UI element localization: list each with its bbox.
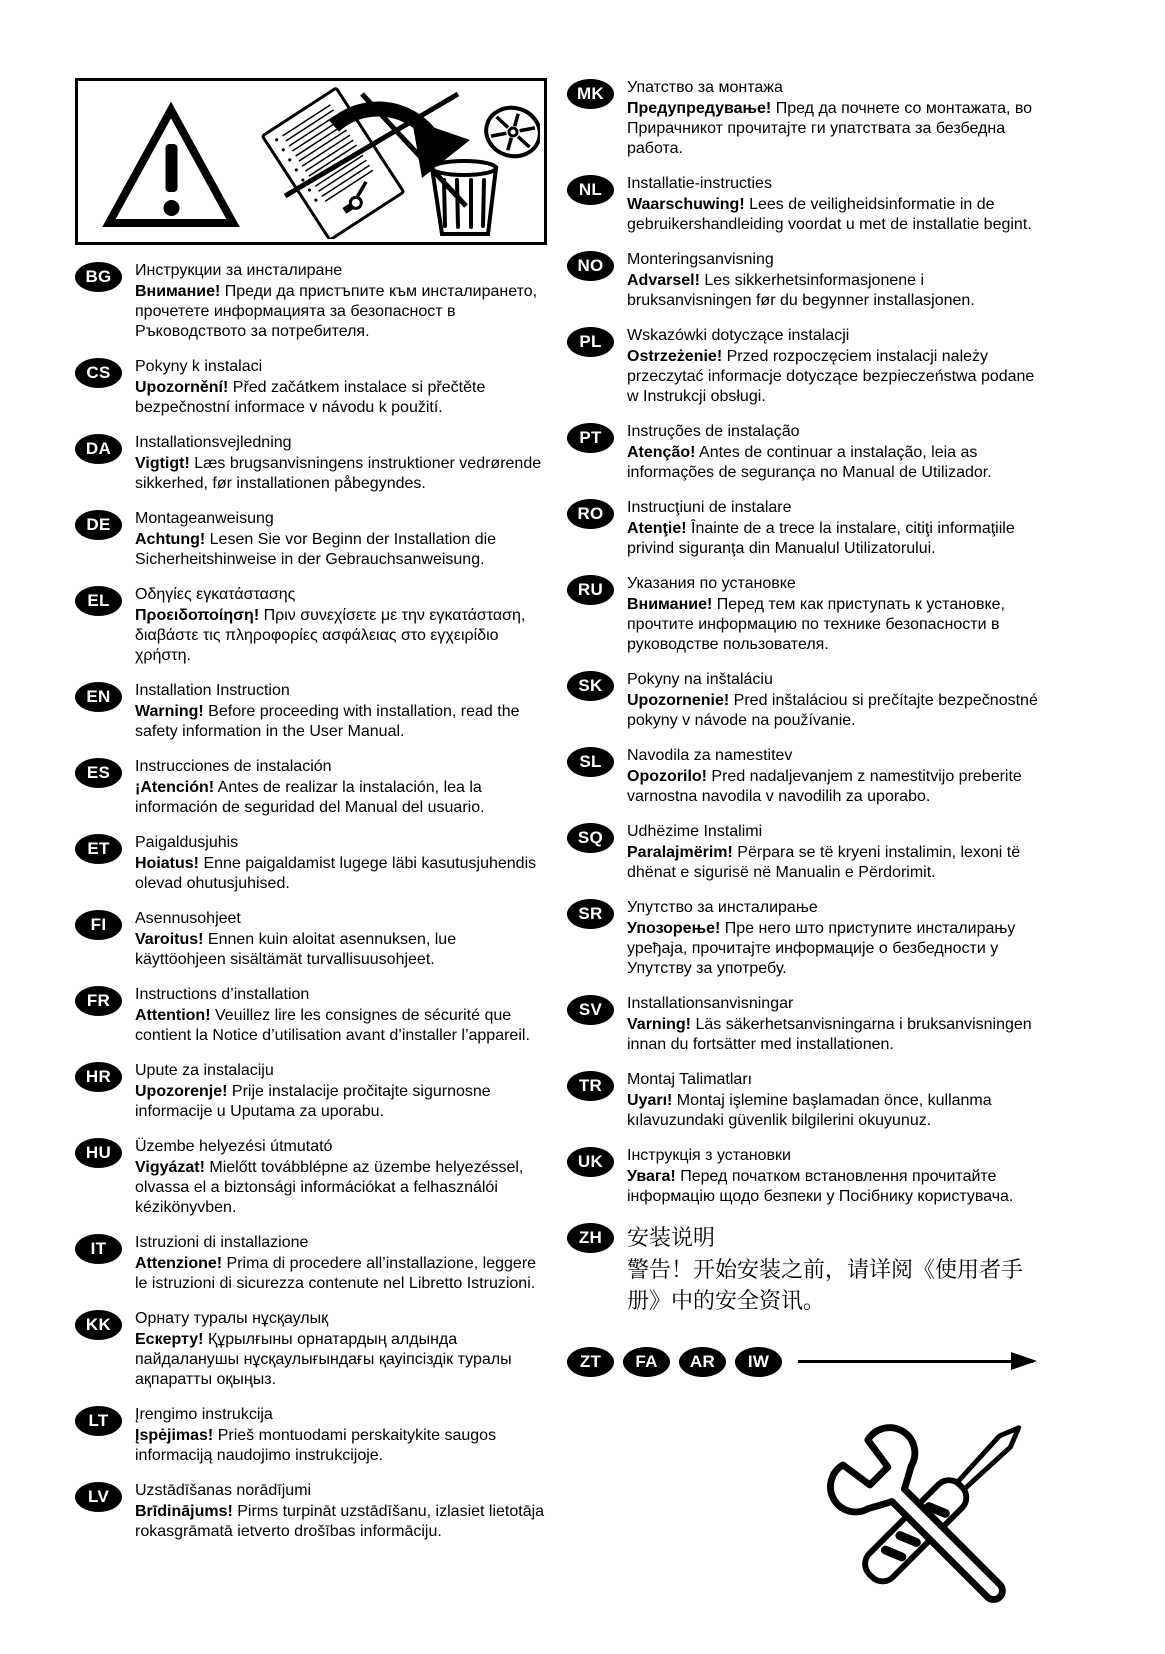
entry-text: [135, 1309, 547, 1390]
language-entry-tr: [567, 1070, 1039, 1131]
entry-warning-word: Увага!: [627, 1168, 676, 1185]
language-entry-kk: [75, 1309, 547, 1390]
entry-warning-text: Attenzione! Prima di procedere all’installazione, leggere le istruzioni di sicurezza contenute nel Libretto Istruzioni.: [135, 1255, 537, 1292]
entry-title: Pokyny na inštaláciu: [627, 671, 773, 688]
language-badge-fi: FI: [75, 910, 122, 940]
language-entry-sk: [567, 670, 1039, 731]
entry-warning-word: Upozorenje!: [135, 1083, 228, 1100]
language-badge-pl: PL: [567, 327, 614, 357]
entry-warning-word: Advarsel!: [627, 272, 700, 289]
entry-title: Uzstādīšanas norādījumi: [135, 1482, 312, 1499]
entry-title: Instrucţiuni de instalare: [627, 499, 792, 516]
language-badge-sq: SQ: [567, 823, 614, 853]
language-badge-no: NO: [567, 251, 614, 281]
entry-warning-text: Упозорење! Пре него што приступите инсталирању уређаја, прочитајте информације о безбедности у Упутству за употребу.: [627, 920, 1016, 977]
language-entry-lt: [75, 1405, 547, 1466]
language-badge-fr: FR: [75, 986, 122, 1016]
language-badge-lv: LV: [75, 1482, 122, 1512]
entry-text: [135, 909, 547, 970]
entry-warning-text: Vigtigt! Læs brugsanvisningens instruktioner vedrørende sikkerhed, før installationen påbegyndes.: [135, 455, 542, 492]
entry-warning-text: Atenção! Antes de continuar a instalação, leia as informações de segurança no Manual de Utilizador.: [627, 444, 992, 481]
entry-warning-word: Waarschuwing!: [627, 196, 745, 213]
language-entry-hr: [75, 1061, 547, 1122]
entry-text: [135, 1405, 547, 1466]
tools-figure-wrap: [567, 1391, 1039, 1633]
entry-warning-word: Внимание!: [135, 283, 221, 300]
language-badge-nl: NL: [567, 175, 614, 205]
entry-title: Üzembe helyezési útmutató: [135, 1138, 333, 1155]
entry-warning-word: Внимание!: [627, 596, 713, 613]
entry-warning-word: Varoitus!: [135, 931, 204, 948]
language-badge-da: DA: [75, 434, 122, 464]
language-badge-de: DE: [75, 510, 122, 540]
entry-title: Montageanweisung: [135, 510, 274, 527]
language-entry-zh: [567, 1222, 1039, 1316]
entry-text: [627, 670, 1039, 731]
entry-warning-word: Upozornění!: [135, 379, 229, 396]
language-badge-ro: RO: [567, 499, 614, 529]
language-entry-sr: [567, 898, 1039, 979]
entry-text: [135, 433, 547, 494]
entry-warning-word: Upozornenie!: [627, 692, 730, 709]
language-badge-sl: SL: [567, 747, 614, 777]
entry-title: 安装说明: [627, 1225, 716, 1250]
language-entry-pt: [567, 422, 1039, 483]
entry-warning-text: Внимание! Преди да пристъпите към инсталирането, прочетете информацията за безопасност в Ръководството за потребителя.: [135, 283, 538, 340]
entry-warning-text: Vigyázat! Mielőtt továbblépne az üzembe helyezéssel, olvassa el a biztonsági információkat a felhasználói kézikönyvben.: [135, 1159, 524, 1216]
entry-text: [135, 1137, 547, 1218]
entry-warning-text: Ескерту! Құрылғыны орнатардың алдында пайдаланушы нұсқаулығындағы қауіпсіздік туралы ақпаратты оқыңыз.: [135, 1331, 512, 1388]
language-entry-fi: [75, 909, 547, 970]
entry-title: Montaj Talimatları: [627, 1071, 753, 1088]
entry-warning-word: Uyarı!: [627, 1092, 673, 1109]
language-entry-hu: [75, 1137, 547, 1218]
language-entry-it: [75, 1233, 547, 1294]
entry-warning-word: Vigyázat!: [135, 1159, 205, 1176]
entry-warning-text: Προειδοποίηση! Πριν συνεχίσετε με την εγκατάσταση, διαβάστε τις πληροφορίες ασφάλειας στο εγχειρίδιο χρήστη.: [135, 607, 526, 664]
language-entry-de: [75, 509, 547, 570]
entry-title: Instruções de instalação: [627, 423, 800, 440]
entry-warning-text: Brīdinājums! Pirms turpināt uzstādīšanu, izlasiet lietotāja rokasgrāmatā ietverto drošības informāciju.: [135, 1503, 545, 1540]
language-badge-zt: ZT: [567, 1347, 614, 1377]
entry-title: Paigaldusjuhis: [135, 834, 239, 851]
entry-title: Installatie-instructies: [627, 175, 772, 192]
discard-warning-figure: [75, 78, 547, 245]
language-entry-fr: [75, 985, 547, 1046]
entry-warning-text: Upozorenje! Prije instalacije pročitajte sigurnosne informacije u Uputama za uporabu.: [135, 1083, 491, 1120]
language-badge-tr: TR: [567, 1071, 614, 1101]
language-badge-et: ET: [75, 834, 122, 864]
language-badge-cs: CS: [75, 358, 122, 388]
entry-text: [627, 994, 1039, 1055]
language-entry-et: [75, 833, 547, 894]
entry-warning-text: Įspėjimas! Prieš montuodami perskaitykite saugos informaciją naudojimo instrukcijoje.: [135, 1427, 497, 1464]
entry-text: [135, 985, 547, 1046]
entry-text: [627, 250, 1039, 311]
language-entry-es: [75, 757, 547, 818]
entry-title: Упутство за инсталирање: [627, 899, 818, 916]
language-badge-ru: RU: [567, 575, 614, 605]
entry-warning-text: Varning! Läs säkerhetsanvisningarna i bruksanvisningen innan du fortsätter med installationen.: [627, 1016, 1032, 1053]
language-badge-zh: ZH: [567, 1223, 614, 1253]
entry-text: [627, 1222, 1039, 1316]
entry-text: [627, 1146, 1039, 1207]
right-language-list: [567, 78, 1039, 1316]
language-entry-mk: [567, 78, 1039, 159]
entry-text: [135, 1233, 547, 1294]
entry-warning-word: Achtung!: [135, 531, 206, 548]
entry-text: [627, 898, 1039, 979]
do-not-discard-manual-icon: [82, 84, 540, 239]
entry-text: [627, 498, 1039, 559]
entry-text: [135, 757, 547, 818]
entry-warning-text: ¡Atención! Antes de realizar la instalación, lea la información de seguridad del Manual del usuario.: [135, 779, 485, 816]
language-badge-en: EN: [75, 682, 122, 712]
entry-text: [627, 1070, 1039, 1131]
language-entry-ru: [567, 574, 1039, 655]
language-badge-el: EL: [75, 586, 122, 616]
entry-title: Pokyny k instalaci: [135, 358, 263, 375]
entry-title: Installation Instruction: [135, 682, 290, 699]
language-badge-hr: HR: [75, 1062, 122, 1092]
entry-title: Инструкции за инсталиране: [135, 262, 343, 279]
language-badge-iw: IW: [735, 1347, 782, 1377]
entry-title: Instructions d’installation: [135, 986, 310, 1003]
entry-warning-text: Advarsel! Les sikkerhetsinformasjonene i bruksanvisningen før du begynner installasjonen.: [627, 272, 975, 309]
entry-title: Упатство за монтажа: [627, 79, 783, 96]
entry-title: Інструкція з установки: [627, 1147, 791, 1164]
entry-title: Monteringsanvisning: [627, 251, 774, 268]
left-column: [75, 78, 547, 1633]
entry-warning-word: Paralajmërim!: [627, 844, 733, 861]
entry-warning-text: Varoitus! Ennen kuin aloitat asennuksen, lue käyttöohjeen sisältämät turvallisuusohjeet.: [135, 931, 457, 968]
entry-warning-text: Ostrzeżenie! Przed rozpoczęciem instalacji należy przeczytać informacje dotyczące bezpieczeństwa podane w Instrukcji obsługi.: [627, 348, 1035, 405]
entry-text: [627, 574, 1039, 655]
language-badge-pt: PT: [567, 423, 614, 453]
entry-warning-text: Hoiatus! Enne paigaldamist lugege läbi kasutusjuhendis olevad ohutusjuhised.: [135, 855, 537, 892]
entry-text: [627, 174, 1039, 235]
entry-warning-word: Упозорење!: [627, 920, 721, 937]
entry-title: Navodila za namestitev: [627, 747, 793, 764]
entry-title: Istruzioni di installazione: [135, 1234, 309, 1251]
entry-warning-text: Opozorilo! Pred nadaljevanjem z namestitvijo preberite varnostna navodila v navodilih za uporabo.: [627, 768, 1022, 805]
entry-warning-word: Warning!: [135, 703, 204, 720]
entry-warning-text: Attention! Veuillez lire les consignes de sécurité que contient la Notice d’utilisation avant d’installer l’appareil.: [135, 1007, 530, 1044]
language-badge-lt: LT: [75, 1406, 122, 1436]
language-entry-ro: [567, 498, 1039, 559]
entry-text: [627, 422, 1039, 483]
entry-warning-word: ¡Atención!: [135, 779, 215, 796]
entry-title: Οδηγίες εγκατάστασης: [135, 586, 296, 603]
entry-title: Instrucciones de instalación: [135, 758, 332, 775]
entry-warning-text: Atenţie! Înainte de a trece la instalare, citiţi informaţiile privind siguranţa din Manualul Utilizatorului.: [627, 520, 1015, 557]
entry-text: [135, 833, 547, 894]
entry-text: [627, 326, 1039, 407]
entry-warning-word: Предупредување!: [627, 100, 772, 117]
entry-text: [627, 78, 1039, 159]
language-entry-pl: [567, 326, 1039, 407]
left-language-list: [75, 261, 547, 1542]
entry-warning-word: Attention!: [135, 1007, 211, 1024]
entry-warning-word: Opozorilo!: [627, 768, 707, 785]
language-entry-da: [75, 433, 547, 494]
language-entry-cs: [75, 357, 547, 418]
entry-warning-text: Upozornenie! Pred inštaláciou si prečítajte bezpečnostné pokyny v návode na používanie.: [627, 692, 1038, 729]
language-badge-sv: SV: [567, 995, 614, 1025]
language-entry-uk: [567, 1146, 1039, 1207]
entry-warning-word: Hoiatus!: [135, 855, 199, 872]
language-entry-bg: [75, 261, 547, 342]
entry-title: Įrengimo instrukcija: [135, 1406, 273, 1423]
entry-title: Wskazówki dotyczące instalacji: [627, 327, 850, 344]
language-badge-kk: KK: [75, 1310, 122, 1340]
entry-warning-word: Προειδοποίηση!: [135, 607, 260, 624]
entry-warning-word: Attenzione!: [135, 1255, 223, 1272]
entry-warning-text: 警告！开始安装之前，请详阅《使用者手册》中的安全资讯。: [627, 1257, 1024, 1313]
language-entry-sl: [567, 746, 1039, 807]
language-badge-ar: AR: [679, 1347, 726, 1377]
wrench-screwdriver-icon: [824, 1391, 1039, 1633]
entry-text: [135, 681, 547, 742]
language-badge-fa: FA: [623, 1347, 670, 1377]
language-entry-sq: [567, 822, 1039, 883]
language-badge-it: IT: [75, 1234, 122, 1264]
language-badge-bg: BG: [75, 262, 122, 292]
entry-title: Installationsvejledning: [135, 434, 292, 451]
language-entry-en: [75, 681, 547, 742]
entry-title: Asennusohjeet: [135, 910, 241, 927]
entry-warning-text: Warning! Before proceeding with installation, read the safety information in the User Manual.: [135, 703, 520, 740]
entry-text: [135, 585, 547, 666]
entry-warning-word: Ostrzeżenie!: [627, 348, 723, 365]
entry-warning-word: Vigtigt!: [135, 455, 190, 472]
rtl-languages-row: [567, 1346, 1039, 1377]
entry-text: [135, 261, 547, 342]
language-entry-no: [567, 250, 1039, 311]
entry-title: Указания по установке: [627, 575, 796, 592]
entry-warning-word: Ескерту!: [135, 1331, 204, 1348]
language-badge-hu: HU: [75, 1138, 122, 1168]
language-entry-el: [75, 585, 547, 666]
entry-warning-word: Atenção!: [627, 444, 696, 461]
language-entry-sv: [567, 994, 1039, 1055]
entry-text: [627, 746, 1039, 807]
entry-text: [135, 1061, 547, 1122]
entry-warning-word: Brīdinājums!: [135, 1503, 233, 1520]
language-entry-nl: [567, 174, 1039, 235]
extra-language-badges: [567, 1346, 782, 1377]
language-badge-uk: UK: [567, 1147, 614, 1177]
entry-warning-text: Предупредување! Пред да почнете со монтажата, во Прирачникот прочитајте ги упатствата за безбедна работа.: [627, 100, 1033, 157]
entry-warning-text: Upozornění! Před začátkem instalace si přečtěte bezpečnostní informace v návodu k použití.: [135, 379, 486, 416]
entry-warning-text: Paralajmërim! Përpara se të kryeni instalimin, lexoni të dhënat e sigurisë në Manualin e Përdorimit.: [627, 844, 1021, 881]
entry-text: [627, 822, 1039, 883]
entry-title: Орнату туралы нұсқаулық: [135, 1310, 329, 1327]
entry-warning-word: Įspėjimas!: [135, 1427, 214, 1444]
language-badge-sr: SR: [567, 899, 614, 929]
language-entry-lv: [75, 1481, 547, 1542]
language-badge-es: ES: [75, 758, 122, 788]
entry-warning-text: Внимание! Перед тем как приступать к установке, прочтите информацию по технике безопасности в руководстве пользователя.: [627, 596, 1005, 653]
entry-title: Upute za instalaciju: [135, 1062, 274, 1079]
entry-warning-text: Waarschuwing! Lees de veiligheidsinformatie in de gebruikershandleiding voordat u met de installatie begint.: [627, 196, 1032, 233]
continue-arrow-icon: [798, 1360, 1033, 1363]
entry-warning-word: Varning!: [627, 1016, 692, 1033]
entry-warning-word: Atenţie!: [627, 520, 687, 537]
language-badge-mk: MK: [567, 79, 614, 109]
entry-warning-text: Uyarı! Montaj işlemine başlamadan önce, kullanma kılavuzundaki güvenlik bilgilerini okuyunuz.: [627, 1092, 992, 1129]
entry-title: Udhëzime Instalimi: [627, 823, 763, 840]
entry-warning-text: Achtung! Lesen Sie vor Beginn der Installation die Sicherheitshinweise in der Gebrauchsanweisung.: [135, 531, 497, 568]
entry-title: Installationsanvisningar: [627, 995, 794, 1012]
entry-text: [135, 1481, 547, 1542]
entry-text: [135, 509, 547, 570]
entry-text: [135, 357, 547, 418]
entry-warning-text: Увага! Перед початком встановлення прочитайте інформацію щодо безпеки у Посібнику користувача.: [627, 1168, 1014, 1205]
language-badge-sk: SK: [567, 671, 614, 701]
right-column: [567, 78, 1039, 1633]
